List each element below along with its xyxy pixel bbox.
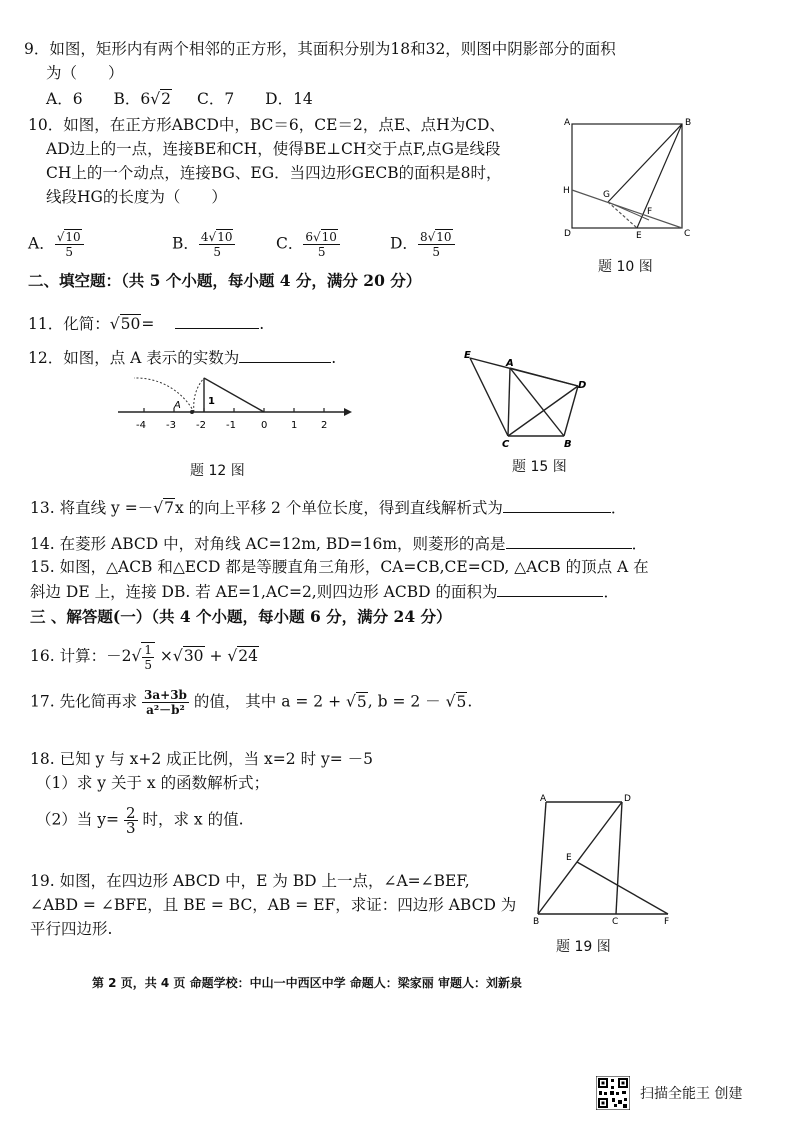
fig12-tick-neg2: -2	[196, 420, 206, 431]
fig10-label-b: B	[685, 118, 692, 128]
q18-sub2: （2）当 y= $\frac{2}{3}$ 时，求 x 的值.	[36, 804, 244, 837]
fig15-label-e: E	[464, 350, 471, 361]
page-footer: 第 2 页，共 4 页 命题学校：中山一中西区中学 命题人：梁家丽 审题人：刘新泉	[92, 976, 522, 990]
q19-line1: 19. 如图，在四边形 ABCD 中，E 为 BD 上一点，∠A=∠BEF,	[30, 872, 470, 890]
fig15-label-c: C	[502, 439, 510, 450]
fig12-tick-1: 1	[291, 420, 298, 431]
q17: 17. 先化简再求 $\frac{3a+3b}{\text{a²－b²}}$ 的值， 其中 a = 2 + √5, b = 2 － √5.	[30, 688, 473, 717]
q14: 14. 在菱形 ABCD 中，对角线 AC=12m, BD=16m，则菱形的高是 ．	[30, 532, 647, 555]
q19-line3: 平行四边形.	[30, 920, 113, 938]
figure-15	[460, 346, 590, 450]
fig12-tick-neg1: -1	[226, 420, 236, 431]
fig12-label-a: A	[174, 400, 181, 411]
q15-line2: 斜边 DE 上，连接 DB. 若 AE=1,AC=2,则四边形 ACBD 的面积为 ．	[30, 580, 619, 603]
q10-line1: 10．如图，在正方形ABCD中，BC＝6，CE＝2，点E、点H为CD、	[28, 116, 505, 134]
q10-option-d: D． $\frac{8√10}{5}$	[390, 230, 455, 259]
fig12-caption: 题 12 图	[190, 463, 245, 479]
fig10-label-f: F	[647, 207, 653, 217]
q10-line4: 线段HG的长度为（ ）	[46, 188, 227, 206]
q10-line2: AD边上的一点，连接BE和CH，使得BE⊥CH交于点F,点G是线段	[46, 140, 501, 158]
fig10-label-g: G	[603, 190, 610, 200]
q11-answer-blank	[175, 312, 259, 329]
q9-line2: 为（ ）	[46, 64, 124, 82]
section-2-heading: 二、填空题：（共 5 个小题，每小题 4 分，满分 20 分）	[28, 271, 422, 290]
fig12-tick-2: 2	[321, 420, 328, 431]
q9-option-d: D．14	[265, 90, 313, 108]
q9-options	[46, 88, 313, 110]
q10-option-a: A． $\frac{√10}{5}$	[28, 230, 84, 259]
q15-line1: 15. 如图，△ACB 和△ECD 都是等腰直角三角形，CA=CB,CE=CD, △ACB 的顶点 A 在	[30, 558, 649, 576]
q9-option-c: C．7	[196, 90, 235, 108]
q12-answer-blank	[239, 346, 331, 363]
fig15-label-b: B	[564, 439, 572, 450]
fig15-label-a: A	[506, 358, 514, 369]
fig10-caption: 题 10 图	[598, 259, 653, 275]
scanner-watermark-text: 扫描全能王 创建	[640, 1086, 743, 1102]
q19-line2: ∠ABD = ∠BFE，且 BE = BC，AB = EF，求证：四边形 ABCD 为	[30, 896, 517, 914]
section-3-heading: 三 、解答题(一）（共 4 个小题，每小题 6 分，满分 24 分）	[30, 607, 452, 626]
fig12-tick-neg3: -3	[166, 420, 176, 431]
fig19-caption: 题 19 图	[556, 939, 611, 955]
fig15-caption: 题 15 图	[512, 459, 567, 475]
fig10-label-h: H	[563, 186, 570, 196]
fig19-label-f: F	[664, 917, 670, 927]
q14-answer-blank	[506, 532, 632, 549]
q9-option-a: A．6	[46, 90, 83, 108]
q12-text: 12．如图，点 A 表示的实数为 .	[28, 346, 336, 369]
q15-answer-blank	[497, 580, 603, 597]
fig12-tick-0: 0	[261, 420, 268, 431]
fig12-tick-neg4: -4	[136, 420, 146, 431]
q18-line1: 18. 已知 y 与 x+2 成正比例，当 x=2 时 y= －5	[30, 750, 374, 768]
q10-line3: CH上的一个动点，连接BG、EG．当四边形GECB的面积是8时，	[46, 164, 502, 182]
figure-12	[112, 368, 352, 438]
fig19-label-a: A	[540, 794, 547, 804]
q10-option-c: C． $\frac{6√10}{5}$	[276, 230, 340, 259]
fig19-label-e: E	[566, 853, 572, 863]
fig15-label-d: D	[578, 380, 587, 391]
q9-line1: 9．如图，矩形内有两个相邻的正方形，其面积分别为18和32，则图中阴影部分的面积	[24, 40, 616, 58]
qr-code-icon	[596, 1076, 630, 1110]
fig10-label-a: A	[564, 118, 571, 128]
q16: 16. 计算：－2√ $\frac{1}{5}$ ×√30 + √24	[30, 643, 259, 672]
q18-sub1: （1）求 y 关于 x 的函数解析式；	[36, 774, 270, 792]
q9-option-b: B．6√2	[113, 90, 172, 108]
q13-answer-blank	[503, 496, 611, 513]
fig19-label-c: C	[612, 917, 619, 927]
fig10-label-d: D	[564, 229, 571, 239]
fig12-label-one: 1	[208, 396, 215, 407]
fig19-label-b: B	[533, 917, 540, 927]
q11: 11．化简：√50= .	[28, 312, 264, 335]
q10-option-b: B． $\frac{4√10}{5}$	[172, 230, 235, 259]
fig19-label-d: D	[624, 794, 631, 804]
q13: 13. 将直线 y =－√7x 的向上平移 2 个单位长度，得到直线解析式为 ．	[30, 496, 626, 519]
figure-10	[556, 110, 706, 250]
fig10-label-e: E	[636, 231, 642, 241]
fig10-label-c: C	[684, 229, 691, 239]
figure-19	[530, 790, 680, 930]
